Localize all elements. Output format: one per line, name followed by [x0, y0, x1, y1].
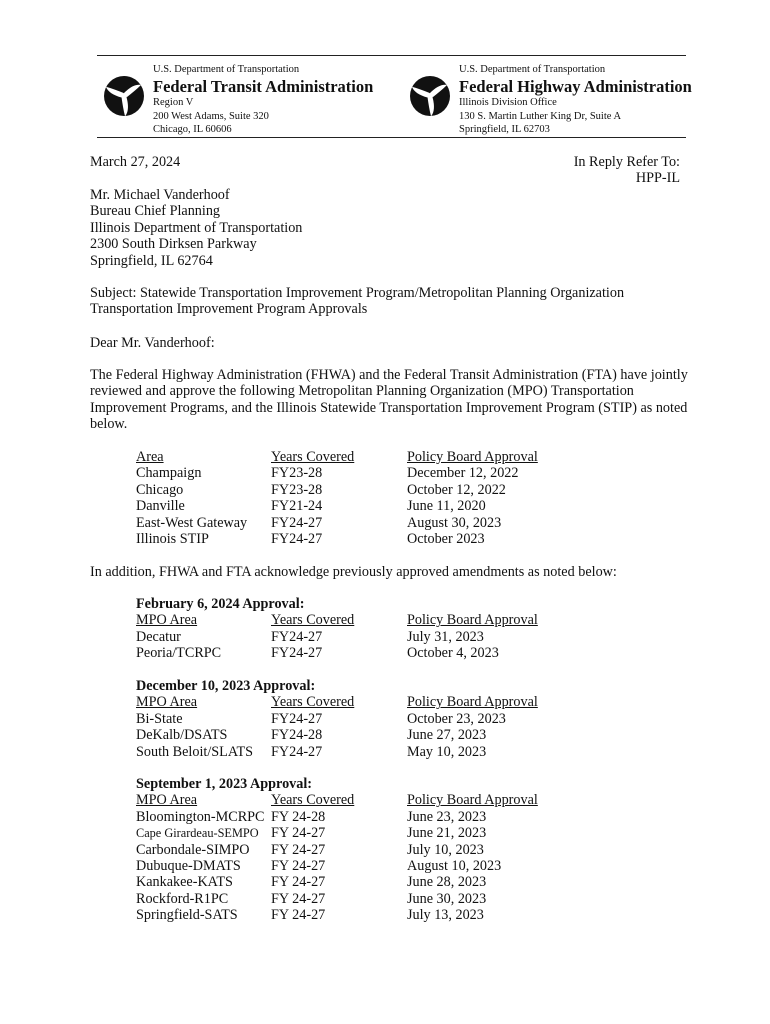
amendment-table: [136, 678, 538, 760]
letter-date: March 27, 2024: [90, 154, 181, 170]
addressee-line: Mr. Michael Vanderhoof: [90, 187, 230, 203]
paragraph-line: The Federal Highway Administration (FHWA) and the Federal Transit Administration (FTA) have jointly: [90, 367, 688, 383]
area-cell: DeKalb/DSATS: [136, 727, 228, 744]
area-cell: Illinois STIP: [136, 530, 209, 547]
table-row: [136, 825, 487, 842]
fta-name: Federal Transit Administration: [153, 77, 374, 96]
table-row: [136, 743, 487, 760]
reply-refer-label: In Reply Refer To:: [573, 154, 680, 170]
approval-cell: June 11, 2020: [407, 498, 486, 515]
addressee-line: Springfield, IL 62764: [90, 252, 213, 269]
approval-cell: October 23, 2023: [407, 710, 506, 727]
area-cell: Chicago: [136, 481, 184, 498]
column-header: Years Covered: [271, 792, 355, 809]
approval-cell: July 10, 2023: [407, 841, 484, 858]
table-row: [136, 874, 487, 891]
letterhead-bottom-rule: [97, 137, 686, 138]
column-header: Years Covered: [271, 694, 355, 711]
fhwa-address-line: 130 S. Martin Luther King Dr, Suite A: [459, 110, 622, 122]
subject-block: [90, 285, 624, 318]
approval-cell: June 21, 2023: [407, 825, 487, 842]
table-row: [136, 907, 484, 924]
column-header: MPO Area: [136, 612, 198, 629]
table-row: [136, 890, 487, 907]
area-cell: Kankakee-KATS: [136, 874, 233, 891]
approval-cell: October 12, 2022: [407, 481, 506, 498]
table-row: [136, 841, 484, 858]
amendment-title: September 1, 2023 Approval:: [136, 776, 313, 792]
column-header: Years Covered: [271, 612, 355, 629]
amendment-table: [136, 596, 538, 662]
area-cell: Champaign: [136, 465, 202, 482]
area-cell: Rockford-R1PC: [136, 890, 229, 907]
reply-refer-code: HPP-IL: [635, 170, 680, 187]
column-header: Policy Board Approval: [407, 449, 538, 465]
table-row: [136, 808, 487, 825]
table-row: [136, 710, 506, 727]
column-header: Policy Board Approval: [407, 694, 538, 711]
area-cell: South Beloit/SLATS: [136, 743, 254, 760]
years-cell: FY 24-27: [271, 890, 326, 907]
addressee-line: Illinois Department of Transportation: [90, 219, 303, 236]
years-cell: FY24-27: [271, 530, 323, 547]
table-row: [136, 645, 499, 662]
paragraph-line: below.: [90, 416, 128, 433]
column-header: Years Covered: [271, 449, 355, 465]
fhwa-address-line: Illinois Division Office: [459, 97, 557, 108]
years-cell: FY 24-27: [271, 907, 326, 924]
fhwa-name: Federal Highway Administration: [459, 77, 692, 96]
column-header: MPO Area: [136, 694, 198, 711]
approval-cell: August 10, 2023: [407, 857, 502, 874]
approval-cell: June 30, 2023: [407, 890, 487, 907]
amendment-table: [136, 776, 538, 924]
area-cell: Cape Girardeau-SEMPO: [136, 826, 259, 841]
amendments-paragraph: In addition, FHWA and FTA acknowledge previously approved amendments as noted below:: [90, 564, 617, 580]
column-header: MPO Area: [136, 792, 198, 809]
addressee-line: 2300 South Dirksen Parkway: [90, 236, 257, 253]
years-cell: FY 24-27: [271, 857, 326, 874]
years-cell: FY24-27: [271, 743, 323, 760]
approval-cell: May 10, 2023: [407, 743, 487, 760]
subject-line: Subject: Statewide Transportation Improvement Program/Metropolitan Planning Organization: [90, 285, 625, 301]
area-cell: Springfield-SATS: [136, 907, 238, 924]
fta-address-line: Chicago, IL 60606: [153, 124, 232, 135]
paragraph-line: reviewed and approve the following Metropolitan Planning Organization (MPO) Transportation: [90, 383, 634, 400]
approval-cell: July 13, 2023: [407, 907, 484, 924]
subject-line: Transportation Improvement Program Approvals: [90, 301, 368, 318]
fta-address-line: Region V: [153, 97, 194, 108]
years-cell: FY23-28: [271, 481, 323, 498]
amendment-title: February 6, 2024 Approval:: [136, 596, 305, 612]
addressee-block: [90, 187, 302, 269]
approval-cell: October 2023: [407, 530, 485, 547]
letterhead-top-rule: [97, 55, 686, 56]
table-row: [136, 628, 484, 645]
area-cell: Carbondale-SIMPO: [136, 841, 250, 858]
years-cell: FY24-27: [271, 645, 323, 662]
approval-cell: October 4, 2023: [407, 645, 499, 662]
salutation: Dear Mr. Vanderhoof:: [90, 335, 215, 351]
dot-triskelion-logo-icon: [103, 75, 145, 117]
area-cell: East-West Gateway: [136, 514, 248, 531]
fhwa-address-line: Springfield, IL 62703: [459, 124, 550, 135]
area-cell: Bi-State: [136, 710, 183, 727]
table-header-row: [136, 694, 538, 711]
area-cell: Peoria/TCRPC: [136, 645, 222, 662]
paragraph-line: Improvement Programs, and the Illinois Statewide Transportation Improvement Program (STIP) as noted: [90, 399, 688, 416]
amendment-title: December 10, 2023 Approval:: [136, 678, 316, 694]
years-cell: FY24-27: [271, 514, 323, 531]
years-cell: FY 24-28: [271, 808, 326, 825]
years-cell: FY 24-27: [271, 841, 326, 858]
table-header-row: [136, 792, 538, 809]
years-cell: FY21-24: [271, 498, 323, 515]
area-cell: Danville: [136, 498, 185, 515]
years-cell: FY23-28: [271, 465, 323, 482]
approval-cell: July 31, 2023: [407, 628, 484, 645]
years-cell: FY 24-27: [271, 874, 326, 891]
dot-triskelion-logo-icon: [409, 75, 451, 117]
approval-cell: June 23, 2023: [407, 808, 487, 825]
column-header: Policy Board Approval: [407, 612, 538, 629]
years-cell: FY24-27: [271, 710, 323, 727]
approval-cell: December 12, 2022: [407, 465, 519, 482]
reply-refer-block: [574, 154, 680, 187]
area-cell: Dubuque-DMATS: [136, 857, 241, 874]
area-cell: Decatur: [136, 628, 181, 645]
intro-paragraph: [90, 367, 688, 433]
approval-cell: June 28, 2023: [407, 874, 487, 891]
fta-address-line: 200 West Adams, Suite 320: [153, 110, 269, 122]
fta-dept: U.S. Department of Transportation: [153, 64, 300, 75]
years-cell: FY24-28: [271, 727, 323, 744]
table-header-row: [136, 612, 538, 629]
approval-cell: June 27, 2023: [407, 727, 487, 744]
addressee-line: Bureau Chief Planning: [90, 203, 221, 220]
fhwa-dept: U.S. Department of Transportation: [459, 64, 606, 75]
approval-cell: August 30, 2023: [407, 514, 502, 531]
years-cell: FY 24-27: [271, 825, 326, 842]
table-row: [136, 857, 502, 874]
table-row: [136, 727, 487, 744]
column-header: Area: [136, 449, 164, 465]
years-cell: FY24-27: [271, 628, 323, 645]
area-cell: Bloomington-MCRPC: [136, 808, 265, 825]
column-header: Policy Board Approval: [407, 792, 538, 809]
